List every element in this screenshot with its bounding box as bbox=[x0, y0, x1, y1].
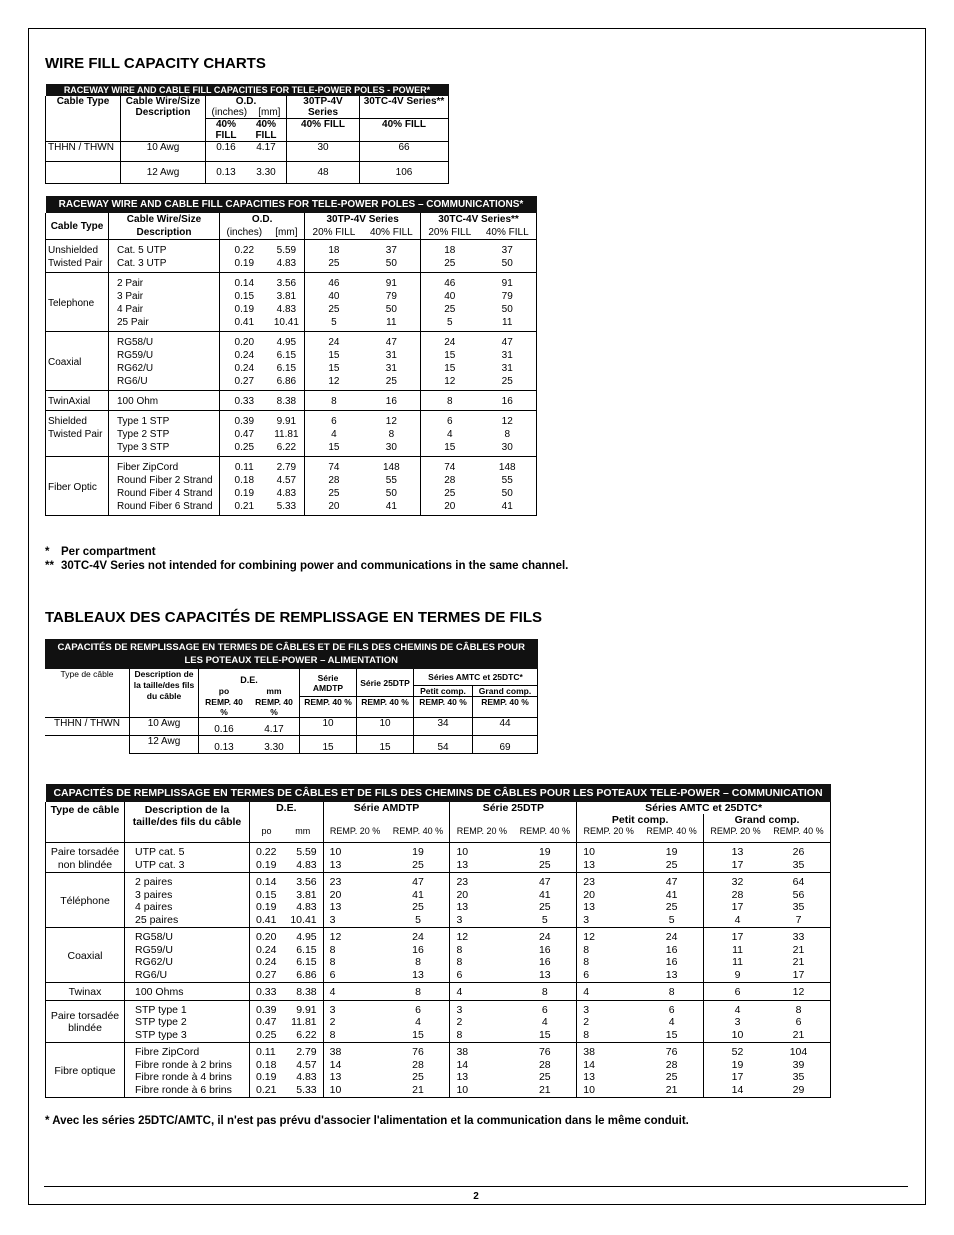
cell-25dtp: 10 bbox=[357, 717, 414, 735]
col-header-grand: Grand comp. bbox=[473, 686, 538, 697]
cell-grand-20: 6 bbox=[704, 983, 767, 1001]
fill-label: REMP. 20 % bbox=[704, 826, 767, 843]
cell-amdtp: 10 bbox=[300, 717, 357, 735]
cell-amdtp-20: 10 13 bbox=[323, 843, 386, 873]
col-header-amdtp: Série AMDTP bbox=[300, 669, 357, 697]
cell-mm: 5.59 4.83 bbox=[283, 843, 323, 873]
cell-30tc: 106 bbox=[360, 162, 449, 184]
fill-label: REMP. 40 % bbox=[387, 826, 450, 843]
cell-25dtp-40: 24 16 16 13 bbox=[513, 928, 576, 983]
cell-30tp-40: 12 8 30 bbox=[363, 411, 421, 457]
unit-mm: mm bbox=[266, 685, 282, 696]
cell-petit-20: 12 8 8 6 bbox=[577, 928, 640, 983]
cell-25dtp-20: 10 13 bbox=[450, 843, 513, 873]
cell-30tp-20: 8 bbox=[305, 391, 363, 411]
cell-type: Telephone bbox=[46, 273, 109, 332]
table-row bbox=[45, 717, 538, 735]
col-header-desc: Description de la taille/des fils du câble bbox=[130, 669, 199, 717]
cell-mm: 8.38 bbox=[283, 983, 323, 1001]
col-header-grand: Grand comp. bbox=[704, 814, 831, 826]
cell-amdtp-20: 38 14 13 10 bbox=[323, 1043, 386, 1098]
cell-30tp-40: 16 bbox=[363, 391, 421, 411]
fill-label: REMP. 20 % bbox=[577, 826, 640, 843]
cell-po: 0.14 0.15 0.19 0.41 bbox=[250, 873, 283, 928]
table-row bbox=[46, 273, 537, 332]
cell-30tp: 30 bbox=[287, 142, 360, 162]
table-row bbox=[46, 983, 831, 1001]
cell-po: 0.22 0.19 bbox=[250, 843, 283, 873]
cell-30tc-40: 47 31 31 25 bbox=[478, 332, 536, 391]
cell-amdtp-20: 23 20 13 3 bbox=[323, 873, 386, 928]
table-title: CAPACITÉS DE REMPLISSAGE EN TERMES DE CÂBLES ET DE FILS DES CHEMINS DE CÂBLES POUR LES POTEAUX TELE-POWER – COMMUNICATION bbox=[46, 784, 831, 802]
cell-desc: RG58/U RG59/U RG62/U RG6/U bbox=[125, 928, 250, 983]
fill-label: REMP. 40 % bbox=[199, 697, 249, 718]
cell-25dtp-40: 47 41 25 5 bbox=[513, 873, 576, 928]
cell-amdtp-20: 3 2 8 bbox=[323, 1000, 386, 1043]
table-row bbox=[46, 1043, 831, 1098]
table-row bbox=[46, 142, 449, 162]
cell-25dtp-40: 76 28 25 21 bbox=[513, 1043, 576, 1098]
cell-25dtp-40: 8 bbox=[513, 983, 576, 1001]
section-title-fr: TABLEAUX DES CAPACITÉS DE REMPLISSAGE EN TERMES DE FILS bbox=[45, 609, 542, 626]
cell-grand-40: 26 35 bbox=[767, 843, 831, 873]
cell-type: Coaxial bbox=[46, 332, 109, 391]
cell-30tc-40: 37 50 bbox=[478, 240, 536, 273]
footnote-fr: * Avec les séries 25DTC/AMTC, il n'est pas prévu d'associer l'alimentation et la communication dans le même conduit. bbox=[45, 1115, 689, 1127]
cell-petit-40: 76 28 25 21 bbox=[640, 1043, 703, 1098]
col-header-amtc: Séries AMTC et 25DTC* bbox=[577, 802, 831, 814]
fill-label: REMP. 40 % bbox=[640, 826, 703, 843]
cell-po: 0.11 0.18 0.19 0.21 bbox=[250, 1043, 283, 1098]
fill-label: REMP. 40 % bbox=[300, 697, 357, 718]
cell-petit-20: 4 bbox=[577, 983, 640, 1001]
fill-label: 40% FILL bbox=[206, 119, 246, 142]
cell-type: Unshielded Twisted Pair bbox=[46, 240, 109, 273]
col-header-petit: Petit comp. bbox=[577, 814, 704, 826]
cell-grand-40: 104 39 35 29 bbox=[767, 1043, 831, 1098]
cell-type: THHN / THWN bbox=[46, 142, 121, 162]
col-header-type: Type de câble bbox=[46, 802, 125, 843]
cell-30tc-20: 8 bbox=[421, 391, 479, 411]
cell-inches: 0.20 0.24 0.24 0.27 bbox=[220, 332, 269, 391]
cell-30tc-40: 12 8 30 bbox=[478, 411, 536, 457]
cell-type: Téléphone bbox=[46, 873, 125, 928]
unit-po: po bbox=[199, 686, 249, 697]
fill-label: 20% FILL bbox=[305, 226, 363, 240]
cell-grand: 44 bbox=[473, 717, 538, 735]
col-header-25dtp: Série 25DTP bbox=[450, 802, 577, 814]
cell-30tp-40: 37 50 bbox=[363, 240, 421, 273]
cell-petit-40: 6 4 15 bbox=[640, 1000, 703, 1043]
cell-desc: 12 Awg bbox=[121, 162, 206, 184]
table-row bbox=[46, 391, 537, 411]
table-row bbox=[46, 843, 831, 873]
cell-grand: 69 bbox=[473, 735, 538, 753]
cell-mm: 9.91 11.81 6.22 bbox=[283, 1000, 323, 1043]
table-row bbox=[46, 240, 537, 273]
cell-inches: 0.33 bbox=[220, 391, 269, 411]
cell-desc: 2 paires 3 paires 4 paires 25 paires bbox=[125, 873, 250, 928]
cell-30tp: 48 bbox=[287, 162, 360, 184]
fill-label: 40% FILL bbox=[363, 226, 421, 240]
cell-mm: 4.17 bbox=[249, 717, 300, 735]
cell-po: 0.33 bbox=[250, 983, 283, 1001]
fill-label: REMP. 40 % bbox=[513, 826, 576, 843]
cell-25dtp-40: 6 4 15 bbox=[513, 1000, 576, 1043]
cell-amdtp-20: 4 bbox=[323, 983, 386, 1001]
cell-petit-20: 23 20 13 3 bbox=[577, 873, 640, 928]
cell-amdtp-40: 47 41 25 5 bbox=[387, 873, 450, 928]
cell-30tp-40: 91 79 50 11 bbox=[363, 273, 421, 332]
col-header-de: D.E. bbox=[199, 669, 300, 686]
cell-mm: 3.30 bbox=[249, 735, 300, 753]
footnote-per-compartment: * Per compartment bbox=[45, 546, 156, 558]
cell-petit-20: 38 14 13 10 bbox=[577, 1043, 640, 1098]
fill-label: REMP. 40 % bbox=[414, 697, 473, 718]
cell-mm: 8.38 bbox=[269, 391, 305, 411]
cell-30tp-20: 74 28 25 20 bbox=[305, 457, 363, 516]
cell-desc: 100 Ohms bbox=[125, 983, 250, 1001]
col-header-desc: Cable Wire/Size Description bbox=[109, 213, 220, 240]
cell-petit-40: 47 41 25 5 bbox=[640, 873, 703, 928]
fill-label: REMP. 40 % bbox=[473, 697, 538, 718]
cell-desc: STP type 1 STP type 2 STP type 3 bbox=[125, 1000, 250, 1043]
cell-type: Fibre optique bbox=[46, 1043, 125, 1098]
fill-label: 40% FILL bbox=[246, 119, 287, 142]
cell-amdtp-40: 6 4 15 bbox=[387, 1000, 450, 1043]
fill-label: 40% FILL bbox=[360, 119, 449, 142]
cell-desc: Type 1 STP Type 2 STP Type 3 STP bbox=[109, 411, 220, 457]
col-header-30tc: 30TC-4V Series** bbox=[360, 96, 449, 119]
cell-grand-20: 17 11 11 9 bbox=[704, 928, 767, 983]
cell-type: Fiber Optic bbox=[46, 457, 109, 516]
table-row bbox=[46, 928, 831, 983]
unit-po: po bbox=[250, 826, 283, 843]
cell-petit-40: 8 bbox=[640, 983, 703, 1001]
cell-inches: 0.39 0.47 0.25 bbox=[220, 411, 269, 457]
cell-type: THHN / THWN bbox=[45, 717, 130, 735]
cell-mm: 5.59 4.83 bbox=[269, 240, 305, 273]
col-header-petit: Petit comp. bbox=[414, 686, 473, 697]
unit-inches: (inches) bbox=[220, 226, 269, 240]
cell-30tp-40: 148 55 50 41 bbox=[363, 457, 421, 516]
col-header-30tp: 30TP-4V Series bbox=[305, 213, 421, 226]
cell-petit: 34 bbox=[414, 717, 473, 735]
cell-desc: UTP cat. 5 UTP cat. 3 bbox=[125, 843, 250, 873]
table-row bbox=[45, 735, 538, 753]
cell-mm: 4.95 6.15 6.15 6.86 bbox=[269, 332, 305, 391]
cell-mm: 2.79 4.57 4.83 5.33 bbox=[283, 1043, 323, 1098]
cell-grand-20: 4 3 10 bbox=[704, 1000, 767, 1043]
cell-inches: 0.11 0.18 0.19 0.21 bbox=[220, 457, 269, 516]
cell-amdtp-40: 19 25 bbox=[387, 843, 450, 873]
cell-30tp-20: 46 40 25 5 bbox=[305, 273, 363, 332]
col-header-desc: Cable Wire/Size Description bbox=[121, 96, 206, 119]
cell-type: Coaxial bbox=[46, 928, 125, 983]
unit-mm: [mm] bbox=[269, 226, 305, 240]
table-row bbox=[46, 162, 449, 184]
cell-type: TwinAxial bbox=[46, 391, 109, 411]
cell-amdtp-40: 24 16 8 13 bbox=[387, 928, 450, 983]
page-number: 2 bbox=[44, 1186, 908, 1202]
cell-po: 0.20 0.24 0.24 0.27 bbox=[250, 928, 283, 983]
cell-desc: 10 Awg bbox=[121, 142, 206, 162]
cell-30tp-40: 47 31 31 25 bbox=[363, 332, 421, 391]
communications-fill-table bbox=[45, 196, 537, 516]
table-title: RACEWAY WIRE AND CABLE FILL CAPACITIES FOR TELE-POWER POLES - POWER* bbox=[46, 84, 449, 96]
fill-label: 40% FILL bbox=[478, 226, 536, 240]
table-title: RACEWAY WIRE AND CABLE FILL CAPACITIES FOR TELE-POWER POLES – COMMUNICATIONS* bbox=[46, 196, 537, 213]
cell-mm: 2.79 4.57 4.83 5.33 bbox=[269, 457, 305, 516]
fill-label: REMP. 40 % bbox=[357, 697, 414, 718]
table-row bbox=[46, 332, 537, 391]
cell-amdtp-40: 8 bbox=[387, 983, 450, 1001]
section-title-en: WIRE FILL CAPACITY CHARTS bbox=[45, 55, 266, 72]
cell-desc: 2 Pair 3 Pair 4 Pair 25 Pair bbox=[109, 273, 220, 332]
cell-petit-40: 19 25 bbox=[640, 843, 703, 873]
cell-30tp-20: 24 15 15 12 bbox=[305, 332, 363, 391]
cell-desc: 10 Awg bbox=[130, 717, 199, 735]
footnote-30tc: ** 30TC-4V Series not intended for combining power and communications in the same channel. bbox=[45, 560, 569, 572]
cell-30tp-20: 18 25 bbox=[305, 240, 363, 273]
cell-desc: Cat. 5 UTP Cat. 3 UTP bbox=[109, 240, 220, 273]
col-header-amdtp: Série AMDTP bbox=[323, 802, 450, 814]
col-header-od: O.D. bbox=[220, 213, 305, 226]
cell-mm: 9.91 11.81 6.22 bbox=[269, 411, 305, 457]
cell-30tc-20: 18 25 bbox=[421, 240, 479, 273]
cell-mm: 4.95 6.15 6.15 6.86 bbox=[283, 928, 323, 983]
cell-25dtp: 15 bbox=[357, 735, 414, 753]
cell-grand-20: 32 28 17 4 bbox=[704, 873, 767, 928]
cell-petit-20: 3 2 8 bbox=[577, 1000, 640, 1043]
col-header-30tp: 30TP-4V Series bbox=[287, 96, 360, 119]
cell-30tp-20: 6 4 15 bbox=[305, 411, 363, 457]
cell-grand-40: 33 21 21 17 bbox=[767, 928, 831, 983]
cell-mm: 3.30 bbox=[246, 162, 287, 184]
cell-grand-20: 52 19 17 14 bbox=[704, 1043, 767, 1098]
table-row bbox=[46, 873, 831, 928]
cell-30tc-20: 46 40 25 5 bbox=[421, 273, 479, 332]
table-row bbox=[46, 411, 537, 457]
cell-25dtp-20: 23 20 13 3 bbox=[450, 873, 513, 928]
col-header-de: D.E. bbox=[250, 802, 324, 814]
cell-type: Paire torsadée blindée bbox=[46, 1000, 125, 1043]
cell-30tc-20: 6 4 15 bbox=[421, 411, 479, 457]
fill-label: REMP. 20 % bbox=[450, 826, 513, 843]
cell-grand-40: 8 6 21 bbox=[767, 1000, 831, 1043]
cell-po: 0.39 0.47 0.25 bbox=[250, 1000, 283, 1043]
cell-po: 0.16 bbox=[199, 717, 249, 735]
cell-30tc-20: 74 28 25 20 bbox=[421, 457, 479, 516]
cell-25dtp-20: 4 bbox=[450, 983, 513, 1001]
cell-type bbox=[45, 735, 130, 753]
communication-fill-table-fr bbox=[45, 784, 831, 1098]
cell-amdtp-20: 12 8 8 6 bbox=[323, 928, 386, 983]
col-header-type: Type de câble bbox=[60, 669, 114, 679]
cell-30tc-40: 148 55 50 41 bbox=[478, 457, 536, 516]
col-header-type: Cable Type bbox=[46, 96, 121, 119]
col-header-od: O.D. (inches) [mm] bbox=[206, 96, 287, 119]
cell-25dtp-20: 12 8 8 6 bbox=[450, 928, 513, 983]
cell-inches: 0.14 0.15 0.19 0.41 bbox=[220, 273, 269, 332]
cell-inches: 0.13 bbox=[206, 162, 246, 184]
cell-desc: 12 Awg bbox=[130, 735, 199, 753]
cell-grand-40: 64 56 35 7 bbox=[767, 873, 831, 928]
fill-label: 20% FILL bbox=[421, 226, 479, 240]
cell-petit: 54 bbox=[414, 735, 473, 753]
cell-25dtp-20: 3 2 8 bbox=[450, 1000, 513, 1043]
cell-amdtp: 15 bbox=[300, 735, 357, 753]
cell-30tc-40: 16 bbox=[478, 391, 536, 411]
cell-type: Paire torsadée non blindée bbox=[46, 843, 125, 873]
col-header-desc: Description de la taille/des fils du câble bbox=[125, 802, 250, 843]
cell-desc: 100 Ohm bbox=[109, 391, 220, 411]
table-title: CAPACITÉS DE REMPLISSAGE EN TERMES DE CÂBLES ET DE FILS DES CHEMINS DE CÂBLES POUR LES POTEAUX TELE-POWER – ALIMENTATION bbox=[45, 639, 538, 669]
fill-label: REMP. 40 % bbox=[767, 826, 831, 843]
fill-label: 40% FILL bbox=[287, 119, 360, 142]
unit-mm: mm bbox=[283, 826, 323, 843]
power-fill-table bbox=[45, 84, 449, 184]
col-header-amtc: Séries AMTC et 25DTC* bbox=[414, 669, 538, 686]
cell-inches: 0.16 bbox=[206, 142, 246, 162]
cell-25dtp-40: 19 25 bbox=[513, 843, 576, 873]
cell-petit-20: 10 13 bbox=[577, 843, 640, 873]
fill-label: REMP. 40 % bbox=[249, 697, 300, 718]
cell-desc: RG58/U RG59/U RG62/U RG6/U bbox=[109, 332, 220, 391]
cell-desc: Fiber ZipCord Round Fiber 2 Strand Round Fiber 4 Strand Round Fiber 6 Strand bbox=[109, 457, 220, 516]
alimentation-fill-table bbox=[45, 639, 538, 754]
cell-mm: 4.17 bbox=[246, 142, 287, 162]
cell-type bbox=[46, 162, 121, 184]
cell-amdtp-40: 76 28 25 21 bbox=[387, 1043, 450, 1098]
cell-grand-20: 13 17 bbox=[704, 843, 767, 873]
col-header-type: Cable Type bbox=[46, 213, 109, 240]
col-header-25dtp: Série 25DTP bbox=[357, 669, 414, 697]
table-row bbox=[46, 1000, 831, 1043]
table-row bbox=[46, 457, 537, 516]
cell-25dtp-20: 38 14 13 10 bbox=[450, 1043, 513, 1098]
cell-po: 0.13 bbox=[199, 735, 249, 753]
cell-grand-40: 12 bbox=[767, 983, 831, 1001]
cell-30tc: 66 bbox=[360, 142, 449, 162]
cell-type: Twinax bbox=[46, 983, 125, 1001]
cell-30tc-40: 91 79 50 11 bbox=[478, 273, 536, 332]
cell-mm: 3.56 3.81 4.83 10.41 bbox=[283, 873, 323, 928]
cell-desc: Fibre ZipCord Fibre ronde à 2 brins Fibre ronde à 4 brins Fibre ronde à 6 brins bbox=[125, 1043, 250, 1098]
cell-30tc-20: 24 15 15 12 bbox=[421, 332, 479, 391]
fill-label: REMP. 20 % bbox=[323, 826, 386, 843]
cell-mm: 3.56 3.81 4.83 10.41 bbox=[269, 273, 305, 332]
cell-inches: 0.22 0.19 bbox=[220, 240, 269, 273]
col-header-30tc: 30TC-4V Series** bbox=[421, 213, 537, 226]
cell-petit-40: 24 16 16 13 bbox=[640, 928, 703, 983]
cell-type: Shielded Twisted Pair bbox=[46, 411, 109, 457]
